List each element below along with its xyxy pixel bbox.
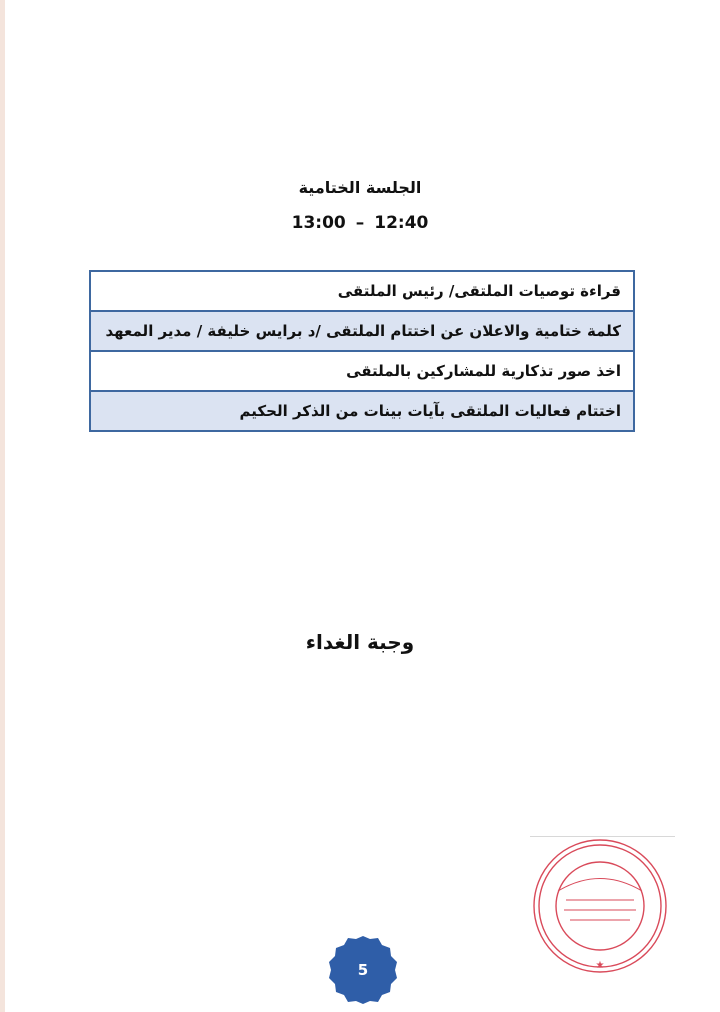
session-time <box>0 213 720 233</box>
agenda-item-4: اختتام فعاليات الملتقى بآيات بينات من الذكر الحكيم <box>90 391 634 431</box>
agenda-item-1: قراءة توصيات الملتقى/ رئيس الملتقى <box>90 271 634 311</box>
agenda-table <box>89 270 635 432</box>
table-row <box>90 271 634 311</box>
lunch-heading: وجبة الغداء <box>305 630 415 654</box>
agenda-item-2: كلمة ختامية والاعلان عن اختتام الملتقى /د برايس خليفة / مدير المعهد <box>90 311 634 351</box>
session-title: الجلسة الختامية <box>298 178 422 197</box>
page-number: 5 <box>357 961 369 979</box>
table-row <box>90 311 634 351</box>
stamp-ring-2 <box>539 845 661 967</box>
institution-stamp <box>530 836 670 976</box>
stamp-arc-text <box>558 879 642 892</box>
agenda-item-3: اخذ صور تذكارية للمشاركين بالملتقى <box>90 351 634 391</box>
stamp-outer-ring <box>534 840 666 972</box>
stamp-star-icon: ★ <box>595 960 605 971</box>
stamp-inner-ring <box>556 862 644 950</box>
page-edge-shadow <box>0 0 5 1012</box>
table-row <box>90 351 634 391</box>
time-separator: – <box>355 213 365 233</box>
stamp-lettering <box>558 879 642 921</box>
time-start: 12:40 <box>374 213 429 233</box>
table-row <box>90 391 634 431</box>
time-end: 13:00 <box>291 213 346 233</box>
